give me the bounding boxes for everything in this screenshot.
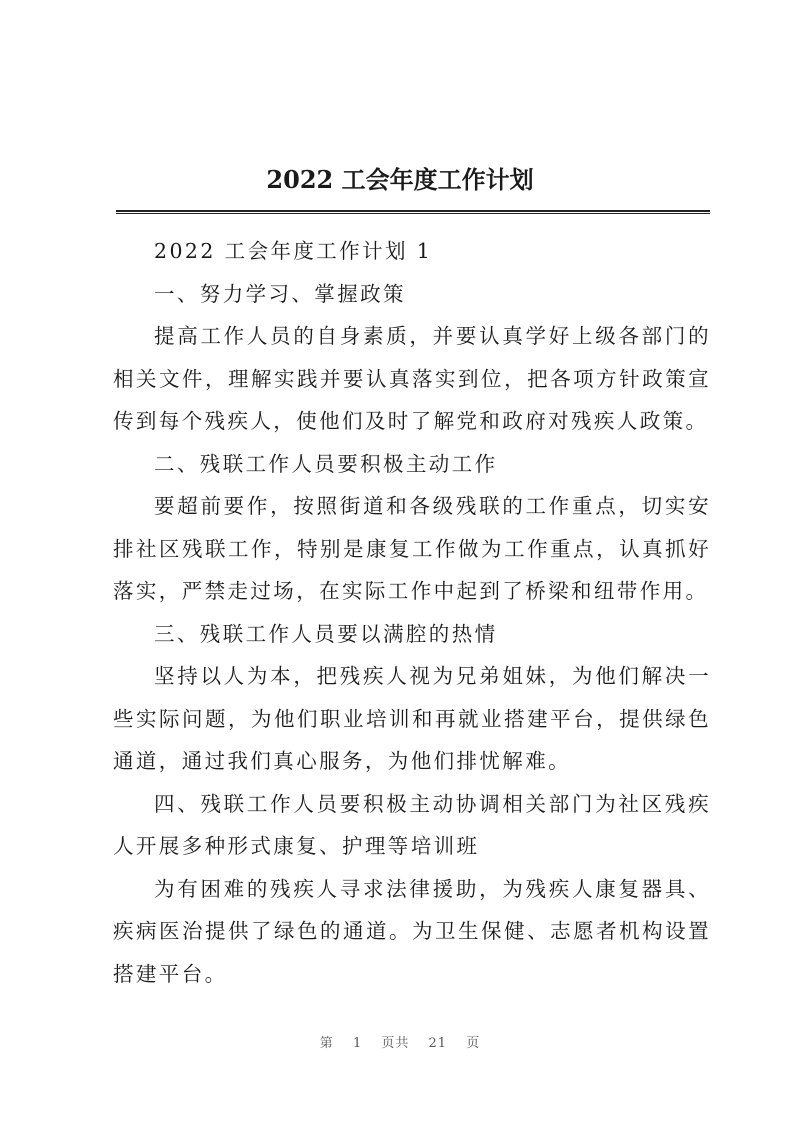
footer-middle: 页共 — [381, 1036, 410, 1051]
footer-prefix: 第 — [319, 1036, 334, 1051]
paragraph-2: 要超前要作，按照街道和各级残联的工作重点，切实安排社区残联工作，特别是康复工作做为工作重点，认真抓好落实，严禁走过场，在实际工作中起到了桥梁和纽带作用。 — [113, 494, 711, 603]
footer-current-page: 1 — [352, 1036, 363, 1051]
section-heading-3: 三、残联工作人员要以满腔的热情 — [154, 621, 498, 646]
section-heading-2: 二、残联工作人员要积极主动工作 — [154, 451, 498, 476]
paragraph-4: 为有困难的残疾人寻求法律援助，为残疾人康复器具、疾病医治提供了绿色的通道。为卫生保健、志愿者机构设置搭建平台。 — [113, 876, 711, 986]
paragraph-subtitle: 2022 工会年度工作计划 1 — [154, 239, 433, 263]
document-body — [113, 230, 711, 995]
section-heading-4: 四、残联工作人员要积极主动协调相关部门为社区残疾人开展多种形式康复、护理等培训班 — [113, 791, 711, 858]
title-divider — [116, 210, 710, 214]
page-title: 2022 工会年度工作计划 — [266, 165, 534, 194]
paragraph-1: 提高工作人员的自身素质，并要认真学好上级各部门的相关文件，理解实践并要认真落实到位，把各项方针政策宣传到每个残疾人，使他们及时了解党和政府对残疾人政策。 — [113, 324, 711, 433]
section-heading-1: 一、努力学习、掌握政策 — [154, 281, 406, 306]
footer-suffix: 页 — [466, 1036, 481, 1051]
footer-total-pages: 21 — [428, 1036, 448, 1051]
paragraph-3: 坚持以人为本，把残疾人视为兄弟姐妹，为他们解决一些实际问题，为他们职业培训和再就业搭建平台，提供绿色通道，通过我们真心服务，为他们排忧解难。 — [113, 664, 711, 773]
page-footer — [0, 1032, 800, 1051]
